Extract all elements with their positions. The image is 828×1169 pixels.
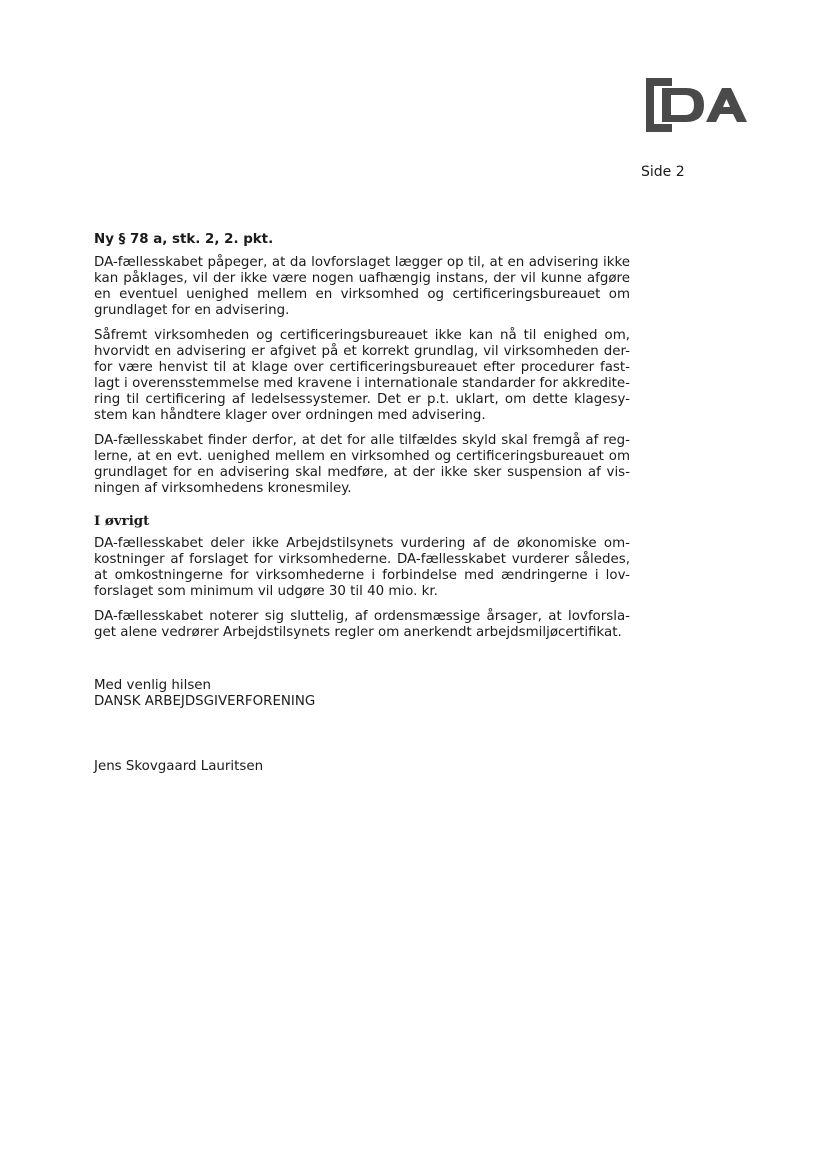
text-line: for være henvist til at klage over certificeringsbureauet efter procedurer fast- xyxy=(94,360,630,375)
paragraph xyxy=(94,433,630,497)
signer-name: Jens Skovgaard Lauritsen xyxy=(94,759,264,774)
text-line: DA-fællesskabet finder derfor, at det for alle tilfældes skyld skal fremgå af reg- xyxy=(94,433,630,448)
text-line: hvorvidt en advisering er afgivet på et korrekt grundlag, vil virksomheden der- xyxy=(94,344,630,359)
text-line: stem kan håndtere klager over ordningen med advisering. xyxy=(94,408,486,423)
paragraph xyxy=(94,536,630,600)
text-line: ring til certificering af ledelsessystemer. Det er p.t. uklart, om dette klagesy- xyxy=(94,392,630,407)
paragraph xyxy=(94,255,630,319)
text-line: grundlaget for en advisering skal medføre, at der ikke sker suspension af vis- xyxy=(94,465,630,480)
letter-body xyxy=(94,232,630,650)
text-line: kostninger af forslaget for virksomhederne. DA-fællesskabet vurderer således, xyxy=(94,552,630,567)
text-line: Såfremt virksomheden og certificeringsbureauet ikke kan nå til enighed om, xyxy=(94,328,630,343)
text-line: lerne, at en evt. uenighed mellem en virksomhed og certificeringsbureauet om xyxy=(94,449,630,464)
text-line: at omkostningerne for virksomhederne i forbindelse med ændringerne i lov- xyxy=(94,568,630,583)
organization-name: DANSK ARBEJDSGIVERFORENING xyxy=(94,694,316,709)
text-line: get alene vedrører Arbejdstilsynets regler om anerkendt arbejdsmiljøcertifikat. xyxy=(94,625,622,640)
text-line: en eventuel uenighed mellem en virksomhed og certificeringsbureauet om xyxy=(94,287,630,302)
section-heading-78a: Ny § 78 a, stk. 2, 2. pkt. xyxy=(94,232,274,247)
text-line: DA-fællesskabet deler ikke Arbejdstilsynets vurdering af de økonomiske om- xyxy=(94,536,630,551)
text-line: ningen af virksomhedens kronesmiley. xyxy=(94,481,352,496)
text-line: DA-fællesskabet påpeger, at da lovforslaget lægger op til, at en advisering ikke xyxy=(94,255,630,270)
text-line: DA-fællesskabet noterer sig sluttelig, af ordensmæssige årsager, at lovforsla- xyxy=(94,609,630,624)
closing-block xyxy=(94,678,315,710)
da-logo xyxy=(642,74,750,136)
text-line: kan påklages, vil der ikke være nogen uafhængig instans, der vil kunne afgøre xyxy=(94,271,630,286)
greeting: Med venlig hilsen xyxy=(94,678,212,693)
text-line: lagt i overensstemmelse med kravene i internationale standarder for akkredite- xyxy=(94,376,630,391)
paragraph xyxy=(94,609,630,641)
paragraph xyxy=(94,328,630,424)
text-line: forslaget som minimum vil udgøre 30 til 40 mio. kr. xyxy=(94,584,438,599)
text-line: grundlaget for en advisering. xyxy=(94,303,290,318)
page-number: Side 2 xyxy=(641,164,685,180)
section-heading-ovrigt: I øvrigt xyxy=(94,513,150,529)
